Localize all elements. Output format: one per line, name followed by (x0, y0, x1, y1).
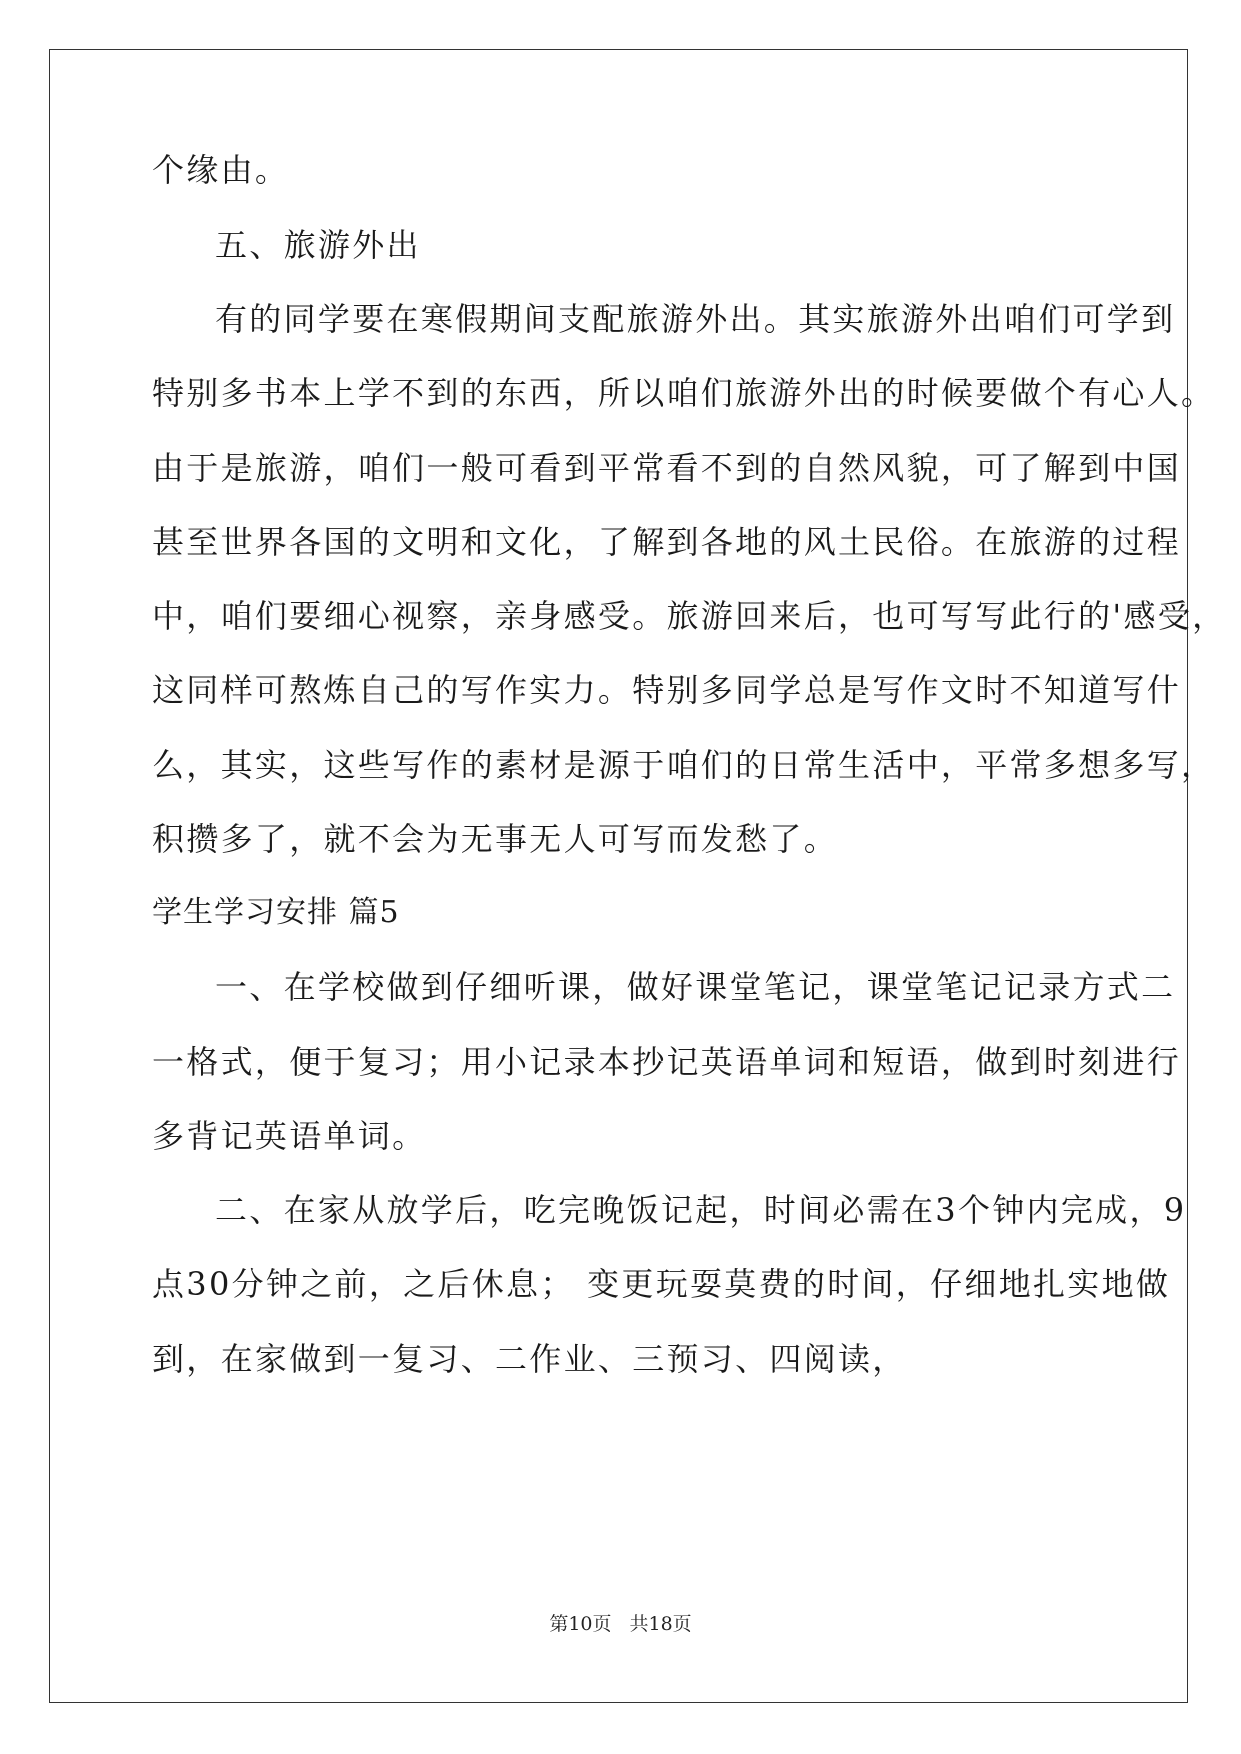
paragraph-line: 积攒多了，就不会为无事无人可写而发愁了。 (152, 820, 839, 858)
section-heading: 五、旅游外出 (215, 226, 421, 264)
paragraph-line: 点30分钟之前，之后休息； 变更玩耍莫费的时间，仔细地扎实地做 (152, 1265, 1171, 1303)
paragraph-line: 甚至世界各国的文明和文化，了解到各地的风土民俗。在旅游的过程 (152, 523, 1182, 561)
page-border (49, 49, 1188, 1703)
paragraph-line: 到，在家做到一复习、二作业、三预习、四阅读， (152, 1340, 907, 1378)
paragraph-line: 二、在家从放学后，吃完晚饭记起，时间必需在3个钟内完成，9 (215, 1191, 1187, 1229)
paragraph-line: 一、在学校做到仔细听课，做好课堂笔记，课堂笔记记录方式二 (215, 968, 1176, 1006)
article-title: 学生学习安排 篇5 (152, 895, 400, 930)
paragraph-line: 由于是旅游，咱们一般可看到平常看不到的自然风貌，可了解到中国 (152, 449, 1182, 487)
page-footer (0, 1612, 1241, 1636)
paragraph-line: 特别多书本上学不到的东西，所以咱们旅游外出的时候要做个有心人。 (152, 374, 1216, 412)
paragraph-line: 中，咱们要细心视察，亲身感受。旅游回来后，也可写写此行的'感受， (152, 597, 1227, 635)
paragraph-line: 多背记英语单词。 (152, 1117, 427, 1155)
paragraph-line: 一格式，便于复习；用小记录本抄记英语单词和短语，做到时刻进行 (152, 1043, 1182, 1081)
paragraph-line: 有的同学要在寒假期间支配旅游外出。其实旅游外出咱们可学到 (215, 300, 1176, 338)
page-total: 共18页 (629, 1613, 692, 1635)
page-number: 第10页 (549, 1613, 612, 1635)
paragraph-line: 么，其实，这些写作的素材是源于咱们的日常生活中，平常多想多写， (152, 746, 1216, 784)
paragraph-line: 个缘由。 (152, 151, 290, 189)
paragraph-line: 这同样可熬炼自己的写作实力。特别多同学总是写作文时不知道写什 (152, 671, 1182, 709)
